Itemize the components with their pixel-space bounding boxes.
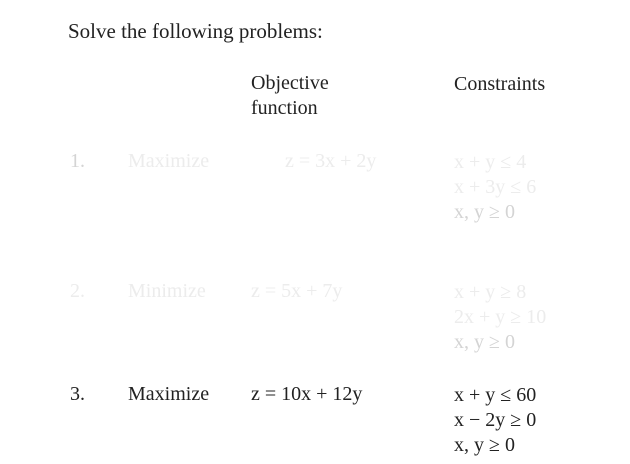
problem-2-number: 2. (70, 280, 85, 302)
problem-3-verb: Maximize (128, 383, 210, 405)
problem-2-constraint-3: x, y ≥ 0 (454, 331, 515, 353)
problem-3-constraint-2: x − 2y ≥ 0 (454, 409, 537, 431)
objective-header-line2: function (251, 97, 318, 119)
problem-2-constraints (454, 280, 546, 355)
problem-3-number: 3. (70, 383, 85, 405)
problem-1-objective: z = 3x + 2y (285, 150, 377, 172)
problem-2-constraint-1: x + y ≥ 8 (454, 281, 527, 303)
problem-3-constraints (454, 383, 536, 458)
objective-header-line1: Objective (251, 72, 329, 94)
problem-3-constraint-3: x, y ≥ 0 (454, 434, 515, 456)
problem-1-constraint-2: x + 3y ≤ 6 (454, 176, 537, 198)
problem-1-constraint-3: x, y ≥ 0 (454, 201, 515, 223)
objective-function-column-header (251, 71, 329, 121)
problem-3-objective: z = 10x + 12y (251, 383, 363, 405)
problem-1-constraints (454, 150, 536, 225)
problem-1-number: 1. (70, 150, 85, 172)
problem-3-constraint-1: x + y ≤ 60 (454, 384, 537, 406)
instructions-heading: Solve the following problems: (68, 19, 323, 43)
problem-1-constraint-1: x + y ≤ 4 (454, 151, 527, 173)
problem-1-verb: Maximize (128, 150, 210, 172)
problem-2-verb: Minimize (128, 280, 206, 302)
constraints-column-header: Constraints (454, 73, 546, 95)
problem-2-objective: z = 5x + 7y (251, 280, 343, 302)
problem-2-constraint-2: 2x + y ≥ 10 (454, 306, 547, 328)
